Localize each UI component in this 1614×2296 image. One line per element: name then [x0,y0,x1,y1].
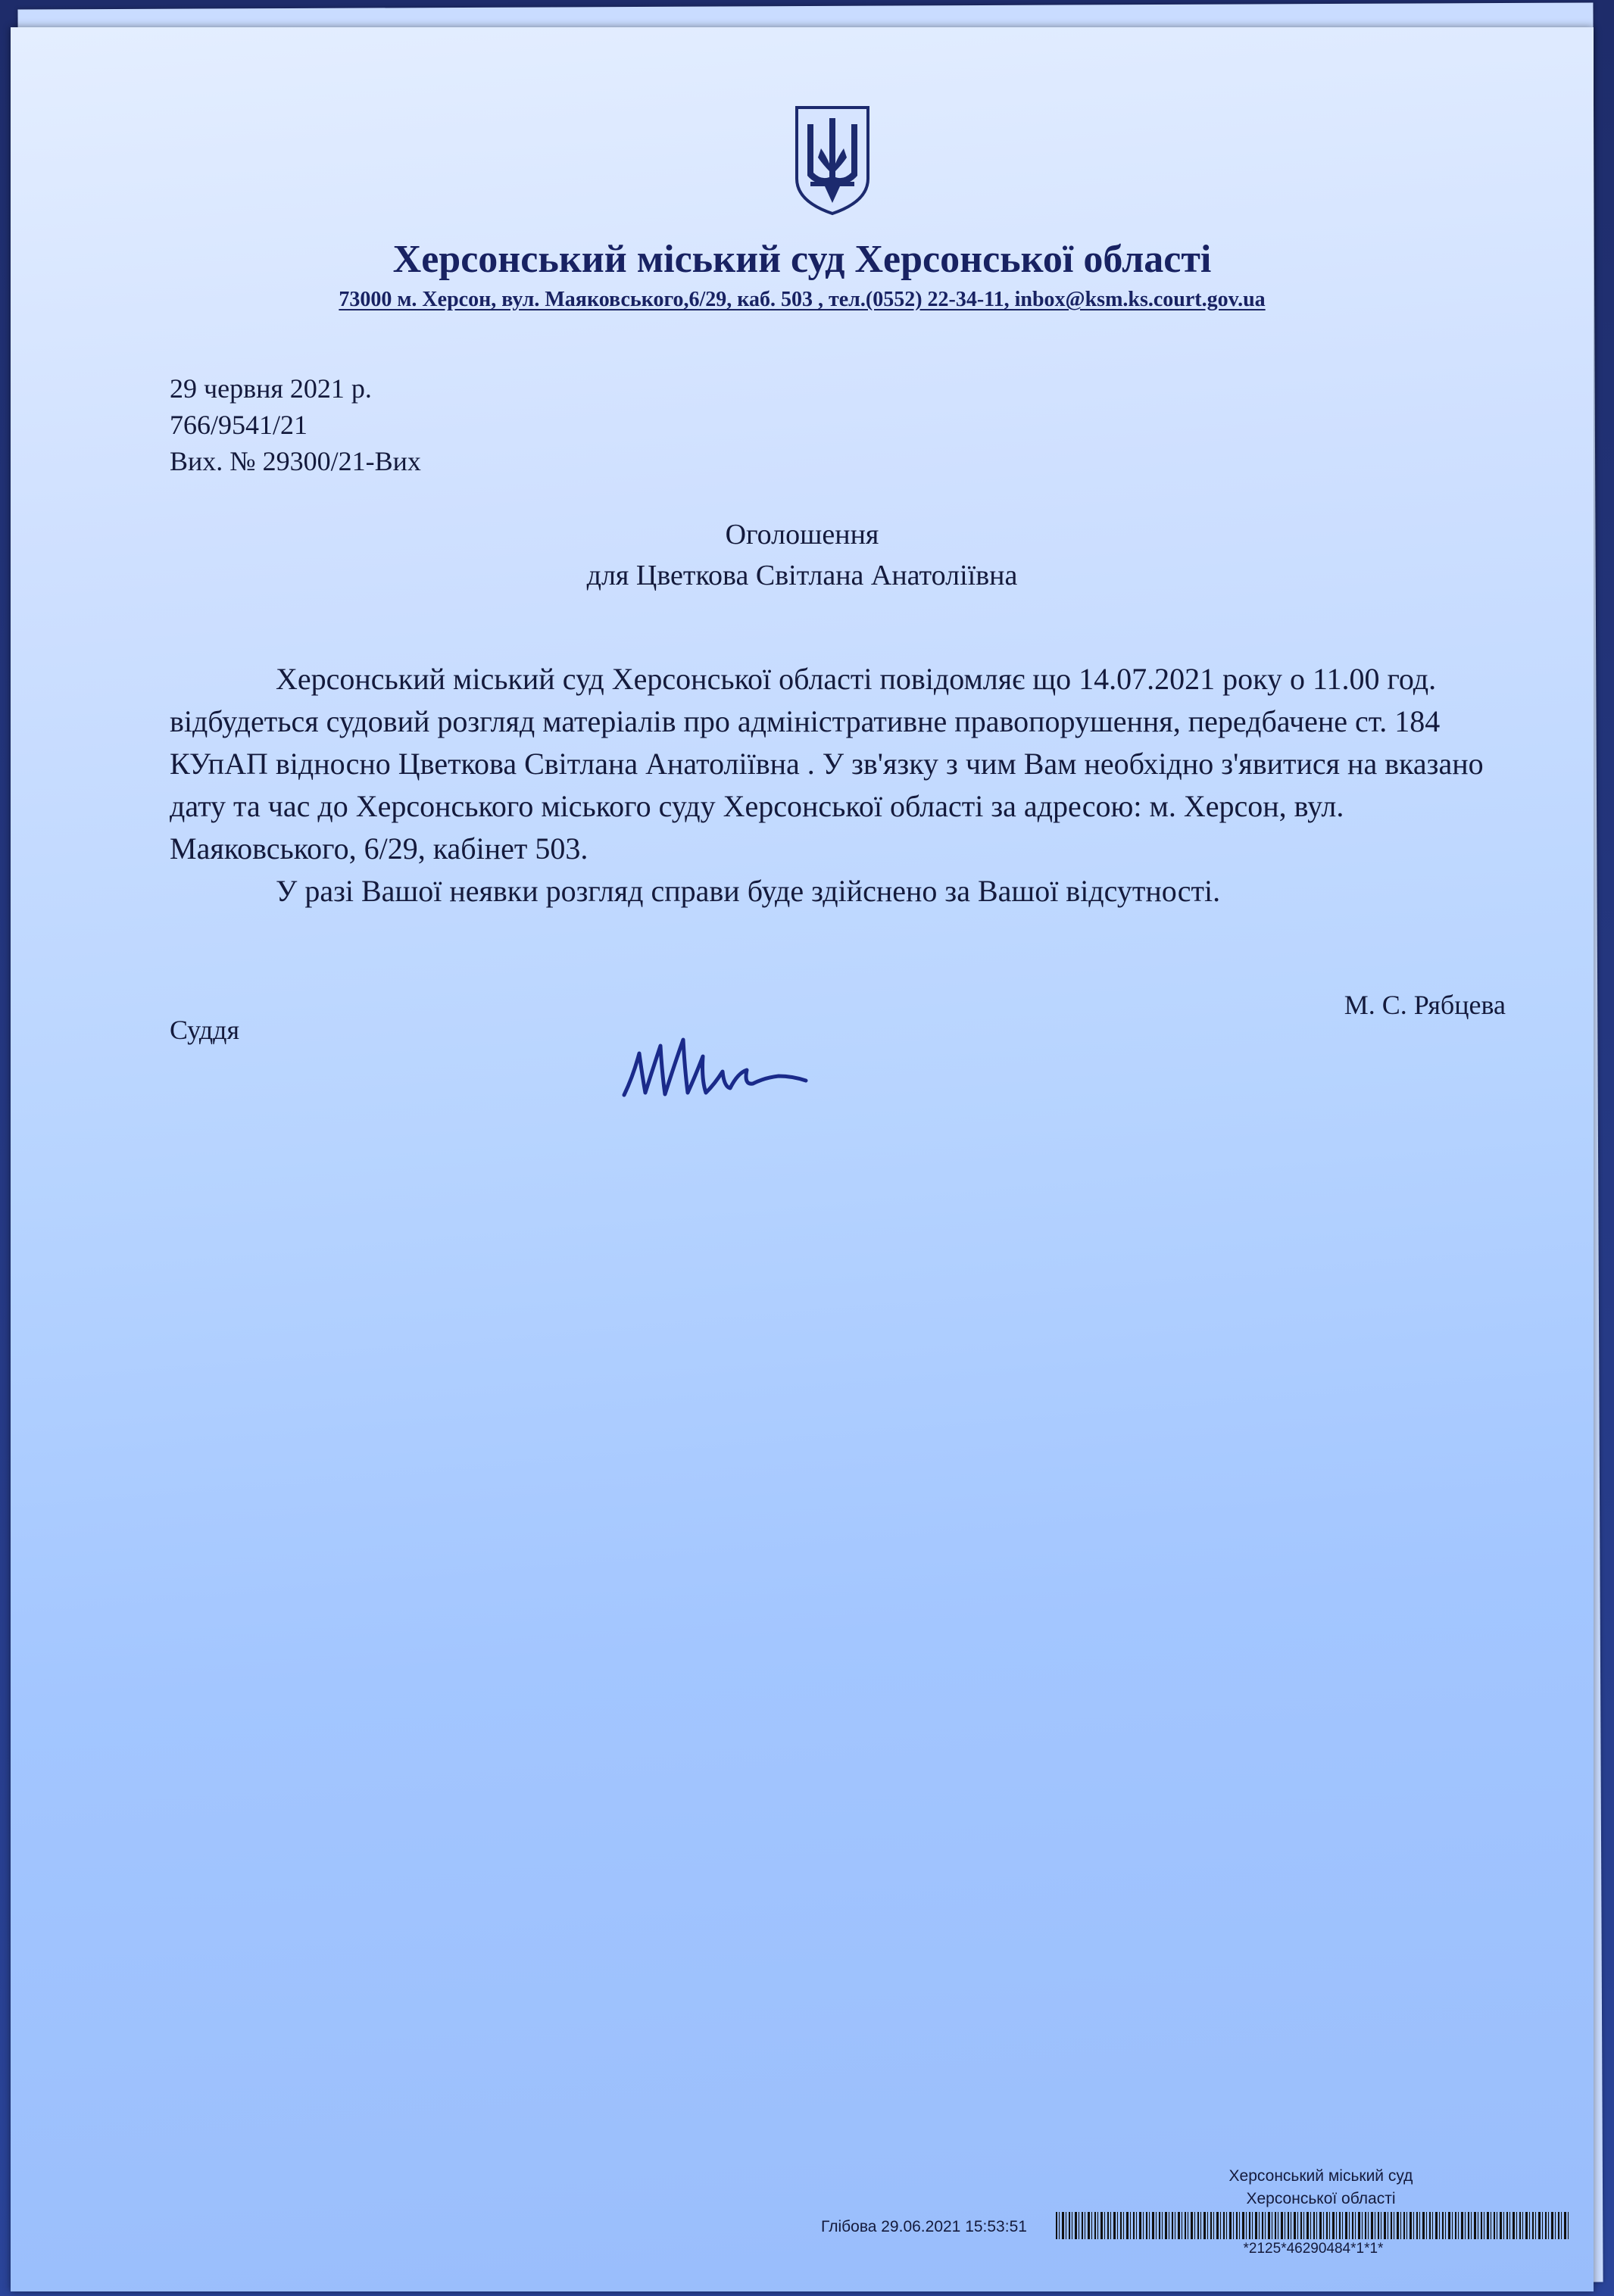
stamp-clerk: Глібова 29.06.2021 15:53:51 [821,2218,1027,2235]
court-title: Херсонський міський суд Херсонської області [392,238,1212,281]
barcode-code: *2125*46290484*1*1* [1243,2241,1384,2257]
judge-label: Суддя [170,1015,240,1045]
case-number: 766/9541/21 [170,410,308,440]
notice-body [170,658,1518,912]
trident-coat-of-arms-icon [791,103,874,217]
registration-stamp [1105,2165,1537,2210]
judge-name: М. С. Рябцева [1344,990,1506,1020]
notice-paragraph-2: У разі Вашої неявки розгляд справи буде здійснено за Вашої відсутності. [276,874,1221,908]
barcode [1056,2212,1571,2239]
stamp-court-line-2: Херсонської області [1246,2190,1396,2207]
court-address: 73000 м. Херсон, вул. Маяковського,6/29, каб. 503 , тел.(0552) 22-34-11, inbox@ksm.ks.court.gov.ua [339,288,1266,311]
notice-heading [11,514,1594,596]
notice-paragraph-1: Херсонський міський суд Херсонської області повідомляє що 14.07.2021 року о 11.00 год. відбудеться судовий розгляд матеріалів про адміністративне правопорушення, передбачене ст. 184 КУпАП відносно Цветкова Світлана Анатоліївна . У зв'язку з чим Вам необхідно з'явитися на вказано дату та час до Херсонського міського суду Херсонської області за адресою: м. Херсон, вул. Маяковського, 6/29, кабінет 503. [170,662,1484,866]
stamp-court-line-1: Херсонський міський суд [1228,2167,1413,2185]
document-date: 29 червня 2021 р. [170,373,372,404]
outgoing-number: Вих. № 29300/21-Вих [170,446,421,476]
document-page [11,27,1594,2291]
notice-title: Оголошення [725,519,879,551]
handwritten-signature-icon [617,1023,813,1114]
notice-recipient: для Цветкова Світлана Анатоліївна [586,560,1018,591]
document-meta [170,370,421,479]
